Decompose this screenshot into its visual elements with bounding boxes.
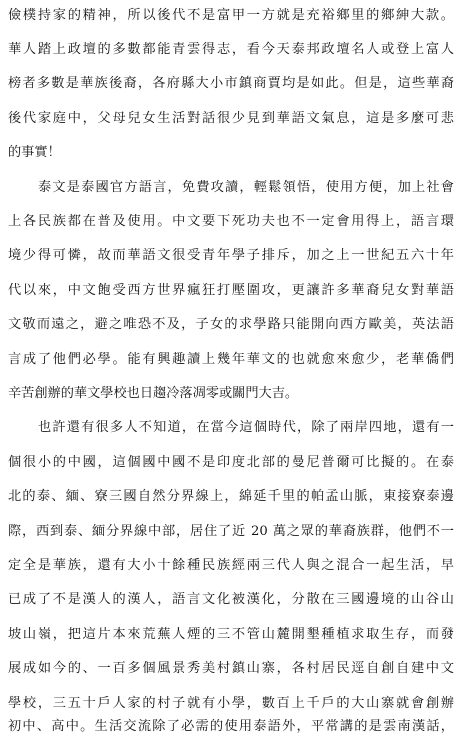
text-line: 學校，三五十戶人家的村子就有小學，數百上千戶的大山寨就會創辦 [8,696,454,711]
text-line: 文敬而遠之，避之唯恐不及，子女的求學路只能開向西方歐美，英法語 [8,317,454,332]
text-line: 榜者多數是華族後裔，各府縣大小市鎮商賈均是如此。但是，這些華裔 [8,76,454,91]
text-line: 北的泰、緬、寮三國自然分界線上，綿延千里的帕孟山脈，東接寮泰邊 [8,489,454,504]
text-line: 代以來，中文飽受西方世界瘋狂打壓圍攻，更讓許多華裔兒女對華語 [8,283,454,298]
text-line: 境少得可憐，故而華語文很受青年學子排斥，加之上一世紀五六十年 [8,248,454,263]
text-line: 初中、高中。生活交流除了必需的使用泰語外，平常講的是雲南漢話， [8,719,454,734]
text-line: 坡山嶺，把這片本來荒蕪人煙的三不管山麓開墾種植求取生存，而發 [8,627,454,642]
paragraph-first-line: 泰文是泰國官方語言，免費攻讀，輕鬆領悟，使用方便，加上社會 [38,180,454,195]
text-line: 華人踏上政壇的多數都能青雲得志，看今天泰邦政壇名人或登上富人 [8,42,454,57]
text-line: 儉樸持家的精神，所以後代不是富甲一方就是充裕鄉里的鄉紳大款。 [8,8,454,23]
paragraph-first-line: 也許還有很多人不知道，在當今這個時代，除了兩岸四地，還有一 [38,420,454,435]
text-line: 言成了他們必學。能有興趣讀上幾年華文的也就愈來愈少，老華僑們 [8,352,454,367]
text-line: 後代家庭中，父母兒女生活對話很少見到華語文氣息，這是多麼可悲 [8,111,454,126]
text-line: 定全是華族，還有大小十餘種民族經兩三代人與之混合一起生活，早 [8,558,454,573]
text-line: 際，西到泰、緬分界線中部，居住了近 20 萬之眾的華裔族群，他們不一 [8,524,454,539]
text-line: 上各民族都在普及使用。中文要下死功夫也不一定會用得上，語言環 [8,214,454,229]
text-line: 辛苦創辦的華文學校也日趨冷落凋零或關門大吉。 [8,386,299,401]
text-line: 已成了不是漢人的漢人，語言文化被漢化，分散在三國邊境的山谷山 [8,592,454,607]
text-line: 的事實！ [8,145,61,160]
text-line: 展成如今的、一百多個風景秀美村鎮山寨，各村居民逕自創自建中文 [8,661,454,676]
text-line: 個很小的中國，這個國中國不是印度北部的曼尼普爾可比擬的。在泰 [8,455,454,470]
